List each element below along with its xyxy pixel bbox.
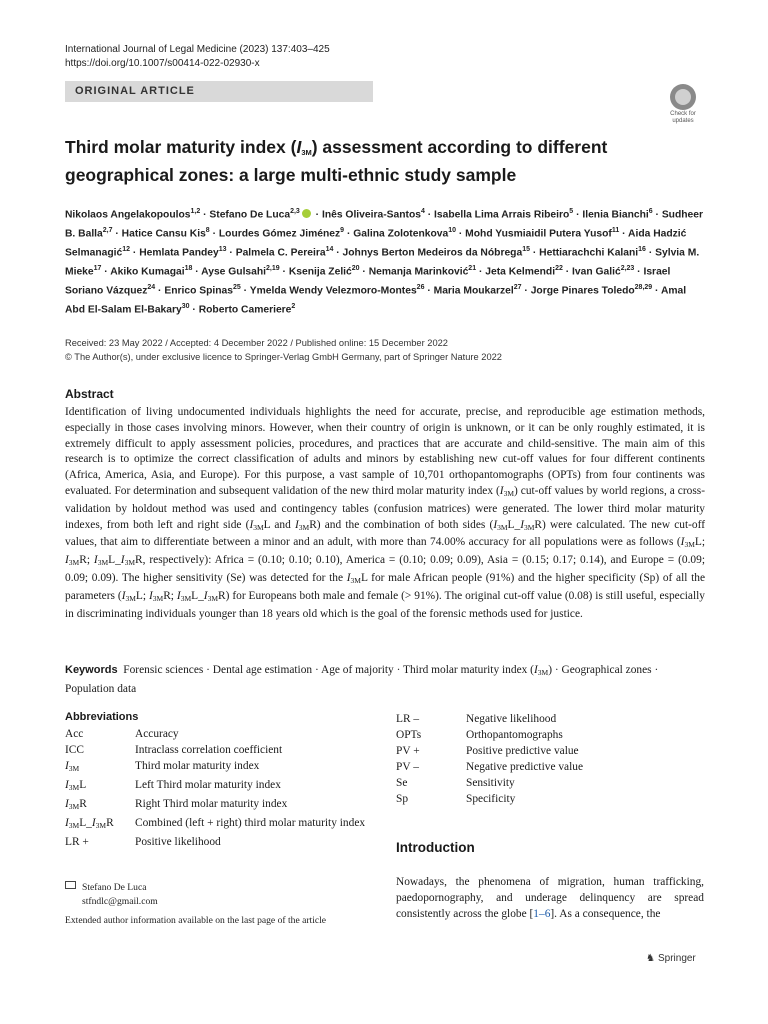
abbreviation-definition: Accuracy: [135, 728, 179, 740]
author-affiliation: 24: [147, 284, 156, 292]
abstract-text: Identification of living undocumented individuals highlights the need for accurate, precise, and reproducible age estimation methods, especially in those cases involving minors. However, when their country of origin is unknown, or it can be only roughly estimated, it is extremely difficult to apply assessment policies, procedures, and practices that are accurate and child-sensitive. The main aim of this research is to optimize the correct classification of adults and minors by establishing new cut-off values for four different continents (Africa, America, Asia, and Europe). For this purpose, a vast sample of 10,701 orthopantomographs (OPTs) from four continents was evaluated. For determination and subsequent validation of the new third molar maturity index $(I_{3M})$ cut-off values by world regions, a cross-validation by holdout method was used and contingency tables (confusion matrices) were generated. The lower third molar maturity indexes, from both left and right side ($I_{3M}L$ and $I_{3M}R$) and the combination of both sides $(I_{3M}L\_I_{3M}R)$ were calculated. The new cut-off values, that aim to differentiate between a minor and an adult, with more than 74.00% accuracy for all populations were as follows ($I_{3M}L$; $I_{3M}R$; $I_{3M}L\_I_{3M}R$, respectively): Africa = (0.10; 0.10; 0.10), America = (0.10; 0.09; 0.09), Asia = (0.15; 0.17; 0.14), and Europe = (0.09; 0.09; 0.09). The higher sensitivity (Se) was detected for the $I_{3M}L$ for male African people (91%) and the higher specificity (Sp) of all the parameters ($I_{3M}L$; $I_{3M}R$; $I_{3M}L\_I_{3M}R$) for Europeans both male and female (> 91%). The original cut-off value (0.08) is still useful, especially in discriminating individuals younger than 18 years old which is the goal of the forensic methods used for justice.: [65, 406, 705, 620]
abbreviation-row: [65, 742, 375, 758]
author-name[interactable]: Nemanja Marinković: [368, 266, 469, 278]
author-name[interactable]: Hemlata Pandey: [139, 247, 219, 259]
author-name[interactable]: Hatice Cansu Kis: [121, 228, 206, 240]
author-affiliation: 26: [416, 284, 425, 292]
author-affiliation: 30: [181, 303, 190, 311]
author-affiliation: 2,3: [290, 208, 300, 215]
author-affiliation: 28,29: [634, 284, 653, 292]
publisher-logo: [646, 953, 696, 964]
journal-header: [65, 43, 330, 71]
author-name[interactable]: Amal Abd El-Salam El-Bakary: [65, 285, 687, 316]
extended-author-info: Extended author information available on the last page of the article: [65, 915, 327, 926]
author-list: Nikolaos Angelakopoulos$^{1,2}$ · Stefano De Luca$^{2,3}$ · Inês Oliveira-Santos$^4$ · Isabella Lima Arrais Ribeiro$^5$ · Ilenia Bianchi$^6$ · Sudheer B. Balla$^{2,7}$ · Hatice Cansu Kis$^8$ · Lourdes Gómez Jiménez$^9$ · Galina Zolotenkova$^{10}$ · Mohd Yusmiaidil Putera Yusof$^{11}$ · Aida Hadzić Selmanagić$^{12}$ · Hemlata Pandey$^{13}$ · Palmela C. Pereira$^{14}$ · Johnys Berton Medeiros da Nóbrega$^{15}$ · Hettiarachchi Kalani$^{16}$ · Sylvia M. Mieke$^{17}$ · Akiko Kumagai$^{18}$ · Ayse Gulsahi$^{2,19}$ · Ksenija Zelić$^{20}$ · Nemanja Marinković$^{21}$ · Jeta Kelmendi$^{22}$ · Ivan Galić$^{2,23}$ · Israel Soriano Vázquez$^{24}$ · Enrico Spinas$^{25}$ · Ymelda Wendy Velezmoro-Montes$^{26}$ · Maria Moukarzel$^{27}$ · Jorge Pinares Toledo$^{28,29}$ · Amal Abd El-Salam El-Bakary$^{30}$ · Roberto Cameriere$^2$: [65, 208, 704, 316]
author-name[interactable]: Ilenia Bianchi: [582, 209, 649, 221]
author-name[interactable]: Mohd Yusmiaidil Putera Yusof: [465, 228, 612, 240]
abbreviation-term: LR +: [65, 836, 89, 848]
abbreviation-row: [396, 727, 706, 743]
abbreviation-definition: Sensitivity: [466, 777, 515, 789]
envelope-icon: [65, 881, 76, 889]
author-affiliation: 22: [555, 265, 563, 273]
abbreviation-term: $I_{3M}L\_I_{3M}R$: [65, 817, 114, 830]
introduction-heading: Introduction: [396, 840, 475, 855]
author-affiliation: 17: [93, 265, 102, 273]
author-affiliation: 5: [569, 208, 574, 215]
author-name[interactable]: Israel Soriano Vázquez: [65, 266, 671, 297]
author-name[interactable]: Johnys Berton Medeiros da Nóbrega: [342, 247, 523, 259]
author-affiliation: 11: [611, 227, 620, 235]
keywords-label: Keywords: [65, 664, 118, 676]
springer-horse-icon: ♞: [646, 953, 655, 964]
abbreviation-row: [65, 777, 375, 796]
corresponding-author: [65, 881, 365, 909]
author-affiliation: 1,2: [190, 208, 201, 215]
author-affiliation: 9: [340, 227, 345, 235]
corresponding-author-email[interactable]: stfndlc@gmail.com: [82, 896, 158, 907]
author-affiliation: 8: [205, 227, 210, 235]
abbreviation-term: OPTs: [396, 729, 422, 741]
publication-dates: [65, 336, 502, 364]
doi-link[interactable]: https://doi.org/10.1007/s00414-022-02930-x: [65, 58, 260, 69]
author-affiliation: 13: [218, 246, 227, 254]
author-affiliation: 12: [122, 246, 131, 254]
author-name[interactable]: Sudheer B. Balla: [65, 209, 704, 240]
author-name[interactable]: Maria Moukarzel: [433, 285, 514, 297]
author-name[interactable]: Lourdes Gómez Jiménez: [218, 228, 341, 240]
author-name[interactable]: Aida Hadzić Selmanagić: [65, 228, 687, 259]
author-affiliation: 4: [420, 208, 425, 215]
author-name[interactable]: Ayse Gulsahi: [201, 266, 267, 278]
abbreviation-term: PV –: [396, 761, 419, 773]
author-affiliation: 27: [513, 284, 522, 292]
abbreviation-definition: Negative predictive value: [466, 761, 584, 773]
abbreviation-term: PV +: [396, 745, 420, 757]
author-name[interactable]: Jeta Kelmendi: [485, 266, 556, 278]
author-name[interactable]: Akiko Kumagai: [110, 266, 185, 278]
keywords-text: Forensic sciences · Dental age estimation · Age of majority · Third molar maturity index $(I_{3M})$ · Geographical zones · Population data: [65, 664, 659, 695]
author-affiliation: 6: [648, 208, 653, 215]
abbreviation-row: [65, 726, 375, 742]
publisher-name: Springer: [657, 953, 696, 964]
author-name[interactable]: Ksenija Zelić: [288, 266, 352, 278]
author-affiliation: 16: [638, 246, 646, 254]
author-affiliation: 25: [233, 284, 241, 292]
check-updates-label: Check for updates: [670, 111, 696, 124]
abbreviation-term: $I_{3M}$: [65, 760, 80, 773]
author-affiliation: 10: [448, 227, 457, 235]
abbreviation-term: LR –: [396, 713, 420, 725]
abbreviation-term: $I_{3M}R$: [65, 798, 87, 811]
author-affiliation: 2,19: [266, 265, 280, 273]
author-affiliation: 2: [291, 303, 296, 311]
corresponding-author-name: Stefano De Luca: [82, 882, 147, 893]
abbreviation-term: $I_{3M}L$: [65, 779, 87, 792]
abbreviation-row: [65, 758, 375, 777]
author-affiliation: 2,7: [102, 227, 113, 235]
author-name[interactable]: Enrico Spinas: [164, 285, 234, 297]
author-affiliation: 2,23: [620, 265, 635, 273]
article-title: Third molar maturity index $(I_{3M})$ assessment according to different geographical zones: a large multi-ethnic study sample: [65, 137, 608, 185]
abbreviation-row: [65, 815, 375, 834]
abbreviation-definition: Negative likelihood: [466, 713, 557, 725]
author-name[interactable]: Inês Oliveira-Santos: [321, 209, 421, 221]
abbreviations-list-left: [65, 726, 375, 850]
received-accepted-published: Received: 23 May 2022 / Accepted: 4 December 2022 / Published online: 15 December 2022: [65, 338, 448, 348]
author-affiliation: 18: [184, 265, 193, 273]
author-affiliation: 15: [522, 246, 530, 254]
author-name[interactable]: Galina Zolotenkova: [353, 228, 449, 240]
check-updates-icon: [670, 84, 696, 110]
abbreviation-row: [396, 711, 706, 727]
author-name[interactable]: Hettiarachchi Kalani: [539, 247, 639, 259]
author-name[interactable]: Ivan Galić: [572, 266, 621, 278]
author-name[interactable]: Nikolaos Angelakopoulos: [65, 209, 191, 221]
abbreviation-definition: Positive predictive value: [466, 745, 579, 757]
author-name[interactable]: Roberto Cameriere: [198, 304, 292, 316]
abbreviation-row: [396, 743, 706, 759]
keywords: [65, 662, 705, 697]
citation-link[interactable]: 1–6: [533, 908, 551, 920]
author-name[interactable]: Jorge Pinares Toledo: [530, 285, 635, 297]
orcid-icon[interactable]: [302, 209, 311, 218]
check-for-updates-badge[interactable]: [663, 84, 703, 124]
abbreviation-definition: Left Third molar maturity index: [135, 779, 281, 791]
abbreviations-list-right: [396, 711, 706, 807]
abbreviation-row: [65, 796, 375, 815]
abbreviation-term: Sp: [396, 793, 409, 805]
abbreviation-term: Se: [396, 777, 408, 789]
abbreviation-definition: Orthopantomographs: [466, 729, 563, 741]
abbreviation-row: [396, 759, 706, 775]
abbreviation-term: ICC: [65, 744, 84, 756]
author-name[interactable]: Isabella Lima Arrais Ribeiro: [434, 209, 570, 221]
author-affiliation: 20: [351, 265, 360, 273]
abbreviation-term: Acc: [65, 728, 84, 740]
journal-citation: International Journal of Legal Medicine (2023) 137:403–425: [65, 44, 330, 55]
author-affiliation: 21: [468, 265, 477, 273]
abbreviation-definition: Right Third molar maturity index: [135, 798, 288, 810]
abbreviations-heading: Abbreviations: [65, 711, 139, 723]
article-type-bar: [65, 81, 373, 102]
abbreviation-definition: Combined (left + right) third molar maturity index: [135, 817, 366, 829]
abbreviation-definition: Specificity: [466, 793, 516, 805]
author-name[interactable]: Stefano De Luca: [209, 209, 291, 221]
introduction-text: Nowadays, the phenomena of migration, human trafficking, paedopornography, and underage delinquency are spread consistently across the globe [1–6]. As a consequence, the: [396, 876, 704, 920]
abbreviation-definition: Intraclass correlation coefficient: [135, 744, 283, 756]
abbreviation-definition: Third molar maturity index: [135, 760, 260, 772]
author-name[interactable]: Sylvia M. Mieke: [65, 247, 700, 278]
abbreviation-row: [396, 791, 706, 807]
abbreviation-row: [65, 834, 375, 850]
article-type: ORIGINAL ARTICLE: [75, 85, 195, 97]
author-affiliation: 14: [325, 246, 334, 254]
author-name[interactable]: Palmela C. Pereira: [235, 247, 326, 259]
abstract-heading: Abstract: [65, 387, 114, 401]
abbreviation-row: [396, 775, 706, 791]
author-name[interactable]: Ymelda Wendy Velezmoro-Montes: [249, 285, 417, 297]
copyright-line: © The Author(s), under exclusive licence to Springer-Verlag GmbH Germany, part of Springer Nature 2022: [65, 352, 502, 362]
abbreviation-definition: Positive likelihood: [135, 836, 221, 848]
